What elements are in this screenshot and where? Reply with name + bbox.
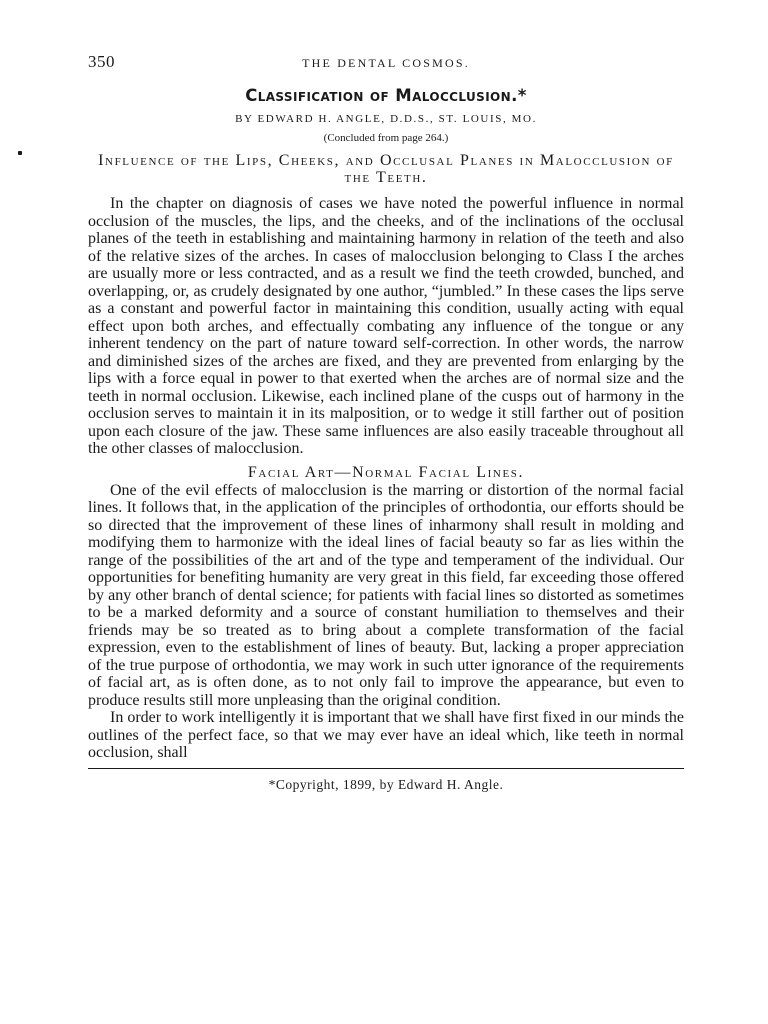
- section-heading-facial-art: Facial Art—Normal Facial Lines.: [247, 463, 525, 481]
- body-paragraph: In order to work intelligently it is important that we shall have first fixed in our minds the outlines of the perfect face, so that we may ever have an ideal which, like teeth in normal occlusion, shall: [88, 709, 684, 761]
- body-paragraph: One of the evil effects of malocclusion is the marring or distortion of the normal facial lines. It follows that, in the application of the principles of orthodontia, our efforts should be so directed that the improvement of these lines of inharmony shall result in molding and modifying them to harmonize with the ideal lines of facial beauty so far as lies within the range of the possibilities of the art and of the type and temperament of the individual. Our opportunities for benefiting humanity are very great in this field, far exceeding those offered by any other branch of dental science; for patients with facial lines so distorted as sometimes to be a marked deformity and a source of constant humiliation to themselves and their friends may be so treated as to bring about a complete transformation of the facial expression, even to the establishment of lines of beauty. But, lacking a proper appreciation of the true purpose of orthodontia, we may work in such utter ignorance of the requirements of facial art, as is often done, as to not only fail to improve the appearance, but even to produce results still more unpleasing than the original condition.: [88, 481, 684, 709]
- stray-ink-mark: [18, 151, 22, 155]
- body-paragraph: In the chapter on diagnosis of cases we have noted the powerful influence in normal occlusion of the muscles, the lips, and the cheeks, and of the inclinations of the occlusal planes of the teeth in establishing and maintaining harmony in relation of the teeth and also of the relative sizes of the arches. In cases of malocclusion belonging to Class I the arches are usually more or less contracted, and as a result we find the teeth crowded, bunched, and overlapping, or, as crudely designated by one author, “jumbled.” In these cases the lips serve as a constant and powerful factor in maintaining this condition, usually acting with equal effect upon both arches, and effectually combating any influence of the tongue or any inherent tendency on the part of nature toward self-correction. In other words, the narrow and diminished sizes of the arches are fixed, and they are prevented from enlarging by the lips with a force equal in power to that exerted when the arches are of normal size and the teeth in normal occlusion. Likewise, each inclined plane of the cusps out of harmony in the occlusion serves to maintain it in its malposition, or to wedge it still farther out of position upon each closure of the jaw. These same influences are also easily traceable throughout all the other classes of malocclusion.: [88, 195, 684, 457]
- journal-title: THE DENTAL COSMOS.: [302, 56, 470, 70]
- footnote-rule: [88, 768, 684, 769]
- article-title: Classification of Malocclusion.*: [245, 86, 527, 105]
- running-head: [88, 52, 684, 74]
- section-heading-influence: Influence of the Lips, Cheeks, and Occlusal Planes in Malocclusion of the Teeth.: [98, 152, 674, 186]
- page-body: [88, 52, 684, 793]
- page-number: 350: [88, 52, 115, 71]
- continuation-note: (Concluded from page 264.): [323, 132, 449, 144]
- copyright-footnote: *Copyright, 1899, by Edward H. Angle.: [268, 776, 504, 792]
- author-byline: BY EDWARD H. ANGLE, D.D.S., ST. LOUIS, MO.: [235, 113, 537, 125]
